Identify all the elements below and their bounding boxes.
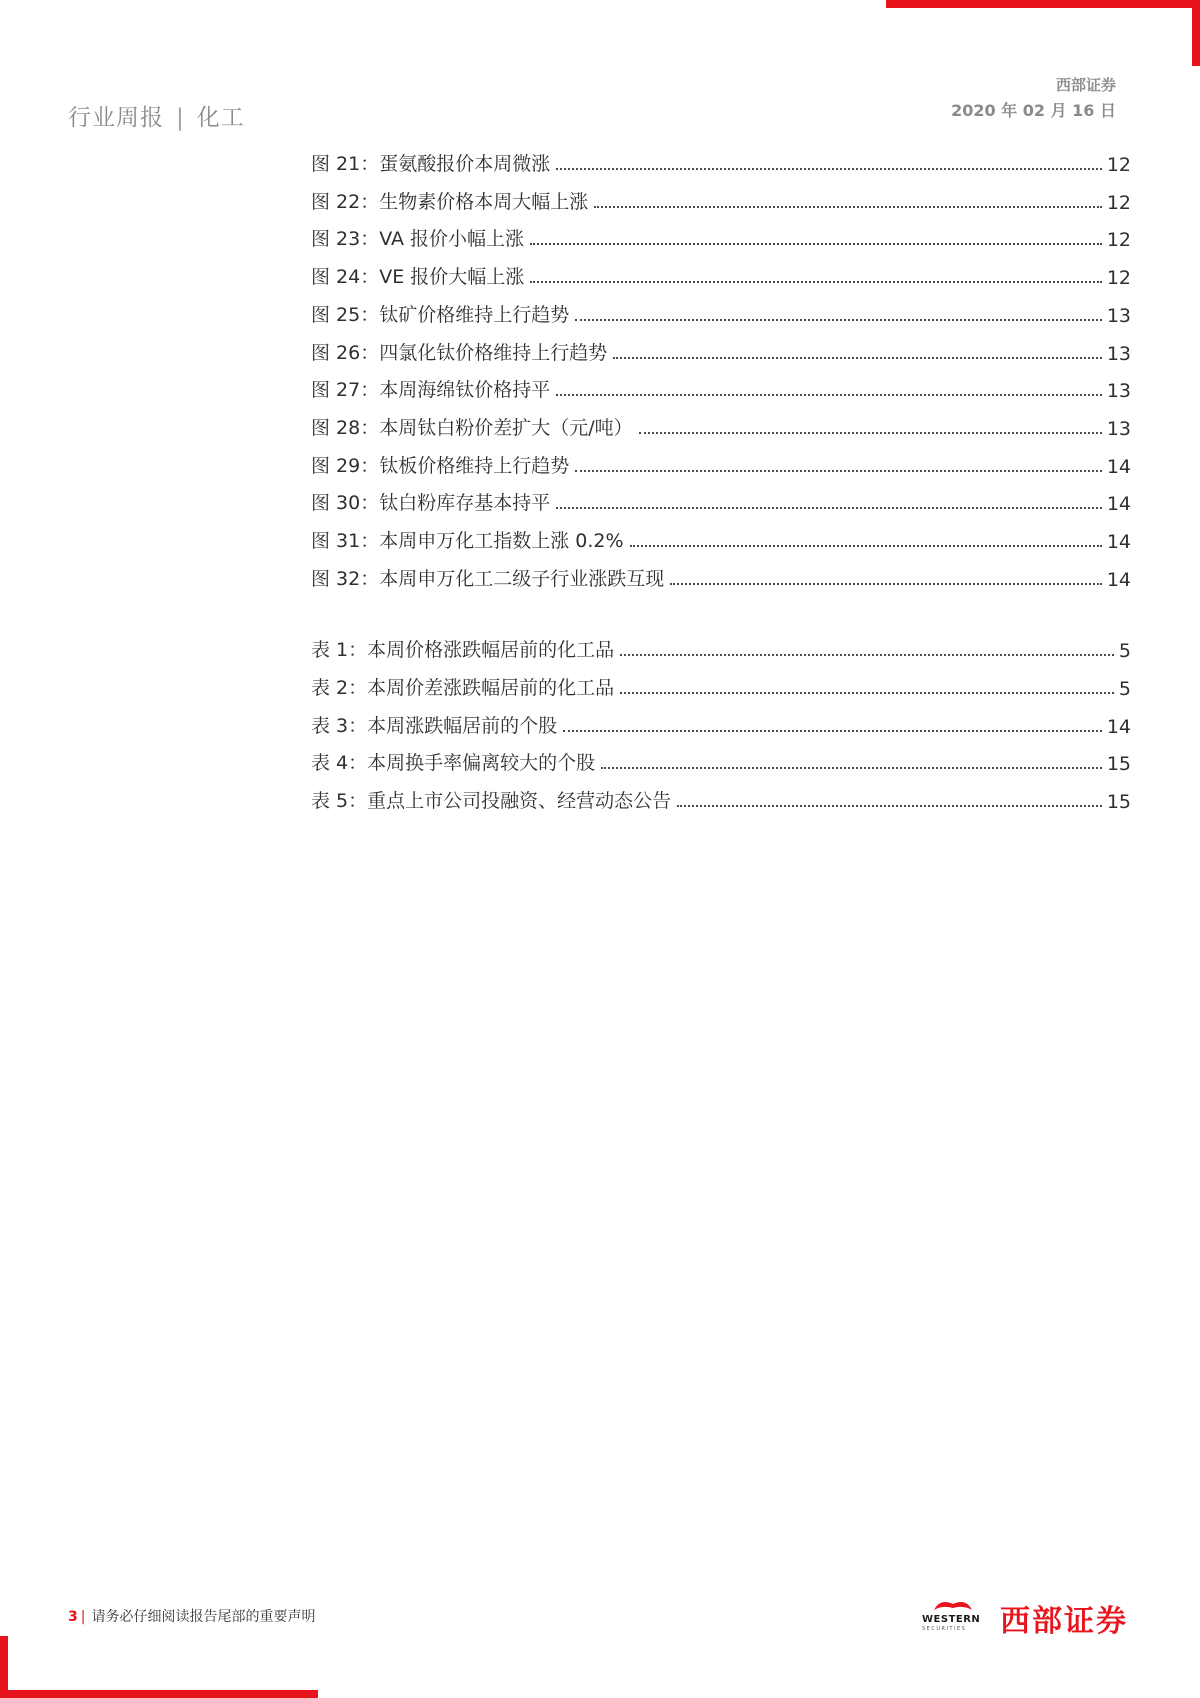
toc-entry-page: 14: [1106, 716, 1131, 738]
company-logo: [920, 1596, 1132, 1639]
toc-figure-31[interactable]: [311, 523, 1131, 553]
toc-figure-32[interactable]: [311, 561, 1131, 591]
logo-english: WESTERN: [922, 1614, 981, 1625]
toc-leader: [563, 730, 1102, 732]
toc-entry-page: 12: [1106, 154, 1131, 176]
toc-entry-page: 12: [1106, 192, 1131, 214]
toc-figure-23[interactable]: [311, 221, 1131, 251]
toc-figure-28[interactable]: [311, 410, 1131, 440]
report-type: 行业周报: [68, 105, 164, 131]
toc-entry-title: 图 28：本周钛白粉价差扩大（元/吨）: [311, 417, 633, 439]
header-brand: 西部证券: [1055, 76, 1116, 94]
toc-entry-page: 13: [1106, 343, 1131, 365]
logo-chinese: 西部证券: [1000, 1604, 1128, 1639]
footer-separator: |: [80, 1609, 86, 1625]
corner-bracket-top-right-vertical: [1192, 0, 1200, 66]
toc-table-5[interactable]: [311, 783, 1131, 813]
toc-table-1[interactable]: [311, 632, 1131, 662]
toc-entry-page: 14: [1106, 456, 1131, 478]
header-separator: |: [176, 105, 185, 131]
toc-figure-30[interactable]: [311, 485, 1131, 515]
toc-leader: [556, 168, 1102, 170]
report-sector: 化工: [196, 105, 245, 131]
toc-entry-title: 图 25：钛矿价格维持上行趋势: [311, 304, 570, 326]
toc-entry-title: 表 2：本周价差涨跌幅居前的化工品: [311, 677, 615, 699]
toc-leader: [556, 507, 1102, 509]
toc-figure-27[interactable]: [311, 372, 1131, 402]
toc-leader: [556, 394, 1102, 396]
toc-leader: [575, 319, 1102, 321]
toc-entry-page: 5: [1118, 640, 1131, 662]
toc-figure-26[interactable]: [311, 335, 1131, 365]
toc-entry-title: 图 31：本周申万化工指数上涨 0.2%: [311, 530, 624, 552]
report-category: [68, 99, 245, 132]
toc-entry-page: 13: [1106, 305, 1131, 327]
toc-entry-page: 5: [1118, 678, 1131, 700]
toc-entry-page: 13: [1106, 380, 1131, 402]
toc-leader: [677, 805, 1102, 807]
toc-entry-title: 图 23：VA 报价小幅上涨: [311, 228, 525, 250]
page-number: 3: [68, 1609, 78, 1625]
toc-leader: [601, 767, 1102, 769]
toc-leader: [530, 281, 1102, 283]
toc-table-4[interactable]: [311, 745, 1131, 775]
toc-leader: [670, 583, 1102, 585]
toc-entry-title: 图 24：VE 报价大幅上涨: [311, 266, 525, 288]
toc-leader: [575, 470, 1102, 472]
toc-leader: [620, 692, 1114, 694]
toc-entry-title: 图 22：生物素价格本周大幅上涨: [311, 191, 589, 213]
toc-entry-page: 12: [1106, 267, 1131, 289]
toc-leader: [613, 357, 1102, 359]
corner-bracket-top-right-horizontal: [886, 0, 1200, 8]
toc-entry-title: 图 29：钛板价格维持上行趋势: [311, 455, 570, 477]
toc-entry-title: 表 3：本周涨跌幅居前的个股: [311, 715, 558, 737]
toc-figure-29[interactable]: [311, 448, 1131, 478]
toc-leader: [639, 432, 1102, 434]
toc-entry-title: 表 5：重点上市公司投融资、经营动态公告: [311, 790, 672, 812]
logo-english-sub: SECURITIES: [922, 1626, 967, 1632]
toc-leader: [530, 243, 1102, 245]
toc-leader: [594, 206, 1102, 208]
corner-bracket-bottom-left-horizontal: [0, 1690, 318, 1698]
toc-figure-22[interactable]: [311, 184, 1131, 214]
toc-entry-page: 15: [1106, 753, 1131, 775]
toc-figure-21[interactable]: [311, 146, 1131, 176]
toc-entry-title: 图 32：本周申万化工二级子行业涨跌互现: [311, 568, 665, 590]
toc-entry-title: 图 21：蛋氨酸报价本周微涨: [311, 153, 551, 175]
toc-entry-title: 表 4：本周换手率偏离较大的个股: [311, 752, 596, 774]
toc-figure-25[interactable]: [311, 297, 1131, 327]
toc-entry-page: 15: [1106, 791, 1131, 813]
disclaimer-text: 请务必仔细阅读报告尾部的重要声明: [91, 1609, 316, 1625]
corner-bracket-bottom-left-vertical: [0, 1636, 8, 1698]
toc-table-3[interactable]: [311, 708, 1131, 738]
toc-entry-title: 图 27：本周海绵钛价格持平: [311, 379, 551, 401]
footer-notice: [68, 1606, 315, 1626]
toc-entry-page: 14: [1106, 531, 1131, 553]
toc-figure-24[interactable]: [311, 259, 1131, 289]
toc-leader: [630, 545, 1102, 547]
toc-entry-title: 图 26：四氯化钛价格维持上行趋势: [311, 342, 608, 364]
toc-leader: [620, 654, 1114, 656]
toc-entry-title: 表 1：本周价格涨跌幅居前的化工品: [311, 639, 615, 661]
toc-entry-page: 14: [1106, 569, 1131, 591]
toc-entry-page: 13: [1106, 418, 1131, 440]
toc-entry-page: 12: [1106, 229, 1131, 251]
toc-table-2[interactable]: [311, 670, 1131, 700]
report-date: 2020 年 02 月 16 日: [951, 101, 1116, 120]
toc-entry-page: 14: [1106, 493, 1131, 515]
toc-entry-title: 图 30：钛白粉库存基本持平: [311, 492, 551, 514]
